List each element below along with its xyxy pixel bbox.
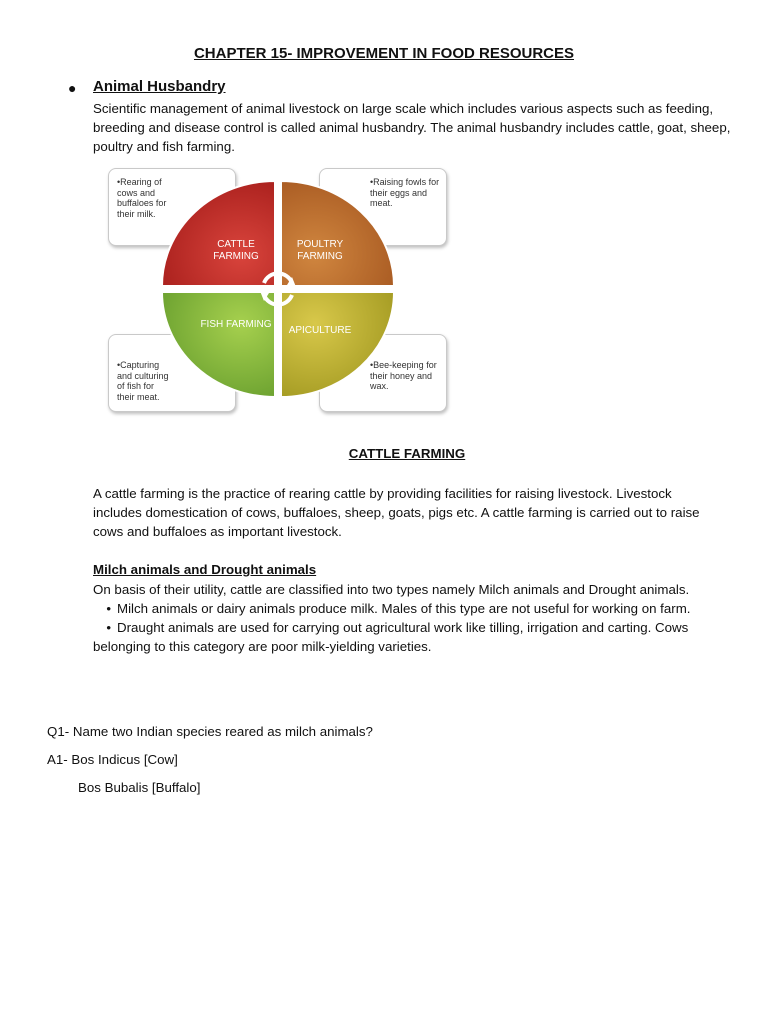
label-fish-farming: FISH FARMING: [200, 319, 272, 330]
cattle-quadrant: [162, 181, 275, 286]
question-1: Q1- Name two Indian species reared as milch animals?: [47, 724, 373, 739]
note-fish: •Capturing and culturing of fish for their meat.: [108, 334, 236, 412]
note-apiculture: •Bee-keeping for their honey and wax.: [319, 334, 447, 412]
cattle-paragraph: A cattle farming is the practice of rearing cattle by providing facilities for raising livestock. Livestock includes domestication of cows, buffaloes, sheep, goats, pigs etc. A cattle farming is carried out to raise cows and buffaloes as important livestock.: [93, 486, 700, 539]
label-cattle-farming: CATTLE FARMING: [213, 239, 259, 262]
fish-quadrant: [162, 292, 275, 397]
cycle-arrows-icon: [264, 273, 292, 304]
section-bullet: ●: [68, 80, 77, 96]
milch-section: [93, 580, 713, 656]
label-apiculture: APICULTURE: [288, 325, 352, 336]
section-heading: Animal Husbandry: [93, 78, 226, 95]
poultry-quadrant: [281, 181, 394, 286]
list-item: • Draught animals are used for carrying out agricultural work like tilling, irrigation and carting. Cows belonging to this category are poor milk-yielding varieties.: [93, 620, 689, 654]
chapter-title: CHAPTER 15- IMPROVEMENT IN FOOD RESOURCES: [193, 45, 575, 62]
apiculture-quadrant: [281, 292, 394, 397]
cattle-farming-heading: CATTLE FARMING: [348, 446, 466, 461]
animal-husbandry-diagram: [105, 163, 453, 421]
milch-heading: Milch animals and Drought animals: [93, 562, 317, 577]
quadrant-circle: [160, 179, 396, 399]
note-cattle: •Rearing of cows and buffaloes for their milk.: [108, 168, 236, 246]
label-poultry-farming: POULTRY FARMING: [296, 239, 344, 262]
list-item: • Milch animals or dairy animals produce milk. Males of this type are not useful for working on farm.: [106, 601, 691, 616]
intro-paragraph: Scientific management of animal livestock on large scale which includes various aspects such as feeding, breeding and disease control is called animal husbandry. The animal husbandry includes cattle, goat, sheep, poultry and fish farming.: [93, 101, 731, 154]
note-poultry: •Raising fowls for their eggs and meat.: [319, 168, 447, 246]
answer-1-second: Bos Bubalis [Buffalo]: [78, 780, 201, 795]
milch-intro: On basis of their utility, cattle are classified into two types namely Milch animals and Drought animals.: [93, 582, 690, 597]
answer-1: A1- Bos Indicus [Cow]: [47, 752, 178, 767]
